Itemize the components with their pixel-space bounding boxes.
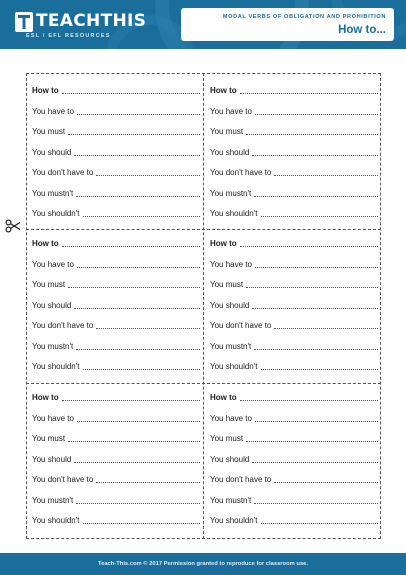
worksheet-topic: MODAL VERBS OF OBLIGATION AND PROHIBITION bbox=[222, 14, 386, 20]
card-row bbox=[210, 432, 378, 444]
card-row bbox=[32, 514, 200, 526]
cut-line-vertical bbox=[203, 73, 204, 539]
answer-line[interactable] bbox=[76, 503, 200, 504]
card-row bbox=[210, 412, 378, 424]
card-line-label: You don't have to bbox=[210, 168, 272, 177]
card-row bbox=[32, 412, 200, 424]
card-line-label: You have to bbox=[32, 414, 74, 423]
card-line-label: You don't have to bbox=[32, 168, 94, 177]
answer-line[interactable] bbox=[68, 134, 200, 135]
answer-line[interactable] bbox=[96, 482, 200, 483]
card-row bbox=[32, 453, 200, 465]
card-head-label: How to bbox=[210, 239, 237, 248]
brand-logo[interactable] bbox=[14, 10, 154, 42]
card-head-label: How to bbox=[32, 86, 59, 95]
card-line-label: You must bbox=[210, 434, 244, 443]
card-row bbox=[210, 278, 378, 290]
card-row bbox=[32, 166, 200, 178]
card-line-label: You should bbox=[210, 455, 250, 464]
card-line-label: You mustn't bbox=[210, 342, 252, 351]
card-row bbox=[210, 166, 378, 178]
card-row bbox=[210, 360, 378, 372]
card-row bbox=[32, 187, 200, 199]
card-row bbox=[32, 299, 200, 311]
logo-subtitle: ESL / EFL RESOURCES bbox=[26, 33, 111, 39]
card-row-head bbox=[210, 237, 378, 249]
card-row bbox=[210, 258, 378, 270]
card-line-label: You should bbox=[32, 455, 72, 464]
answer-line[interactable] bbox=[254, 349, 378, 350]
answer-line[interactable] bbox=[252, 462, 378, 463]
card-line-label: You should bbox=[210, 148, 250, 157]
card-line-label: You should bbox=[32, 148, 72, 157]
card-row-head bbox=[210, 84, 378, 96]
answer-line[interactable] bbox=[96, 328, 200, 329]
logo-text: TEACHTHIS bbox=[36, 11, 147, 31]
answer-line[interactable] bbox=[255, 114, 378, 115]
card-head-label: How to bbox=[32, 393, 59, 402]
answer-line[interactable] bbox=[261, 216, 379, 217]
card-line-label: You mustn't bbox=[32, 496, 74, 505]
footer-copyright: Teach-This.com © 2017 Permission granted to reproduce for classroom use. bbox=[97, 561, 308, 567]
answer-line[interactable] bbox=[252, 155, 378, 156]
card-row bbox=[32, 360, 200, 372]
card-line-label: You shouldn't bbox=[210, 362, 258, 371]
card-row bbox=[210, 146, 378, 158]
card-row bbox=[32, 125, 200, 137]
card-line-label: You don't have to bbox=[210, 475, 272, 484]
page-footer bbox=[0, 553, 406, 575]
answer-line[interactable] bbox=[62, 93, 200, 94]
card-line-label: You shouldn't bbox=[32, 209, 80, 218]
card-line-label: You mustn't bbox=[210, 189, 252, 198]
answer-line[interactable] bbox=[74, 462, 200, 463]
card-row bbox=[210, 473, 378, 485]
answer-line[interactable] bbox=[274, 328, 378, 329]
card-row-head bbox=[32, 391, 200, 403]
card-row bbox=[210, 125, 378, 137]
card-line-label: You have to bbox=[32, 107, 74, 116]
card-line-label: You shouldn't bbox=[32, 516, 80, 525]
card-row-head bbox=[32, 84, 200, 96]
answer-line[interactable] bbox=[246, 287, 378, 288]
card-row-head bbox=[210, 391, 378, 403]
answer-line[interactable] bbox=[255, 421, 378, 422]
worksheet-title: How to... bbox=[338, 24, 386, 36]
card-head-label: How to bbox=[210, 393, 237, 402]
answer-line[interactable] bbox=[96, 175, 200, 176]
answer-line[interactable] bbox=[77, 114, 200, 115]
answer-line[interactable] bbox=[76, 349, 200, 350]
answer-line[interactable] bbox=[68, 287, 200, 288]
card-row bbox=[210, 187, 378, 199]
card-row-head bbox=[32, 237, 200, 249]
card-line-label: You must bbox=[32, 127, 66, 136]
scissors-icon bbox=[5, 219, 21, 233]
card-row bbox=[32, 207, 200, 219]
card-row bbox=[32, 278, 200, 290]
answer-line[interactable] bbox=[261, 523, 379, 524]
card-row bbox=[32, 258, 200, 270]
card-row bbox=[210, 207, 378, 219]
card-row bbox=[210, 514, 378, 526]
cut-line-horizontal-1 bbox=[26, 229, 381, 230]
card-row bbox=[210, 319, 378, 331]
card-line-label: You must bbox=[210, 127, 244, 136]
card-row bbox=[32, 432, 200, 444]
answer-line[interactable] bbox=[252, 308, 378, 309]
card-line-label: You have to bbox=[210, 260, 252, 269]
card-row bbox=[210, 299, 378, 311]
answer-line[interactable] bbox=[246, 134, 378, 135]
card-row bbox=[210, 340, 378, 352]
card-row bbox=[32, 473, 200, 485]
card-line-label: You mustn't bbox=[32, 189, 74, 198]
card-line-label: You have to bbox=[32, 260, 74, 269]
answer-line[interactable] bbox=[254, 503, 378, 504]
title-box bbox=[181, 8, 394, 41]
answer-line[interactable] bbox=[261, 369, 379, 370]
card-line-label: You must bbox=[32, 434, 66, 443]
card-line-label: You shouldn't bbox=[210, 516, 258, 525]
card-row bbox=[210, 453, 378, 465]
card-row bbox=[32, 105, 200, 117]
answer-line[interactable] bbox=[62, 246, 200, 247]
answer-line[interactable] bbox=[74, 155, 200, 156]
teachthis-logo-icon bbox=[14, 11, 34, 33]
card-line-label: You don't have to bbox=[32, 475, 94, 484]
card-line-label: You shouldn't bbox=[210, 209, 258, 218]
answer-line[interactable] bbox=[240, 93, 378, 94]
card-line-label: You mustn't bbox=[32, 342, 74, 351]
card-line-label: You have to bbox=[210, 414, 252, 423]
page-header bbox=[0, 0, 406, 49]
answer-line[interactable] bbox=[240, 246, 378, 247]
card-row bbox=[210, 105, 378, 117]
answer-line[interactable] bbox=[254, 196, 378, 197]
card-line-label: You must bbox=[210, 280, 244, 289]
card-head-label: How to bbox=[32, 239, 59, 248]
card-line-label: You should bbox=[210, 301, 250, 310]
card-line-label: You mustn't bbox=[210, 496, 252, 505]
answer-line[interactable] bbox=[77, 421, 200, 422]
answer-line[interactable] bbox=[77, 267, 200, 268]
answer-line[interactable] bbox=[246, 441, 378, 442]
card-line-label: You have to bbox=[210, 107, 252, 116]
card-line-label: You shouldn't bbox=[32, 362, 80, 371]
card-line-label: You don't have to bbox=[32, 321, 94, 330]
card-row bbox=[32, 340, 200, 352]
answer-line[interactable] bbox=[83, 523, 201, 524]
card-row bbox=[32, 494, 200, 506]
answer-line[interactable] bbox=[274, 175, 378, 176]
answer-line[interactable] bbox=[83, 369, 201, 370]
card-line-label: You don't have to bbox=[210, 321, 272, 330]
card-row bbox=[32, 146, 200, 158]
card-head-label: How to bbox=[210, 86, 237, 95]
answer-line[interactable] bbox=[83, 216, 201, 217]
cut-line-horizontal-2 bbox=[26, 383, 381, 384]
answer-line[interactable] bbox=[255, 267, 378, 268]
card-line-label: You must bbox=[32, 280, 66, 289]
answer-line[interactable] bbox=[274, 482, 378, 483]
answer-line[interactable] bbox=[76, 196, 200, 197]
answer-line[interactable] bbox=[62, 400, 200, 401]
answer-line[interactable] bbox=[68, 441, 200, 442]
card-row bbox=[32, 319, 200, 331]
card-line-label: You should bbox=[32, 301, 72, 310]
answer-line[interactable] bbox=[240, 400, 378, 401]
answer-line[interactable] bbox=[74, 308, 200, 309]
card-row bbox=[210, 494, 378, 506]
